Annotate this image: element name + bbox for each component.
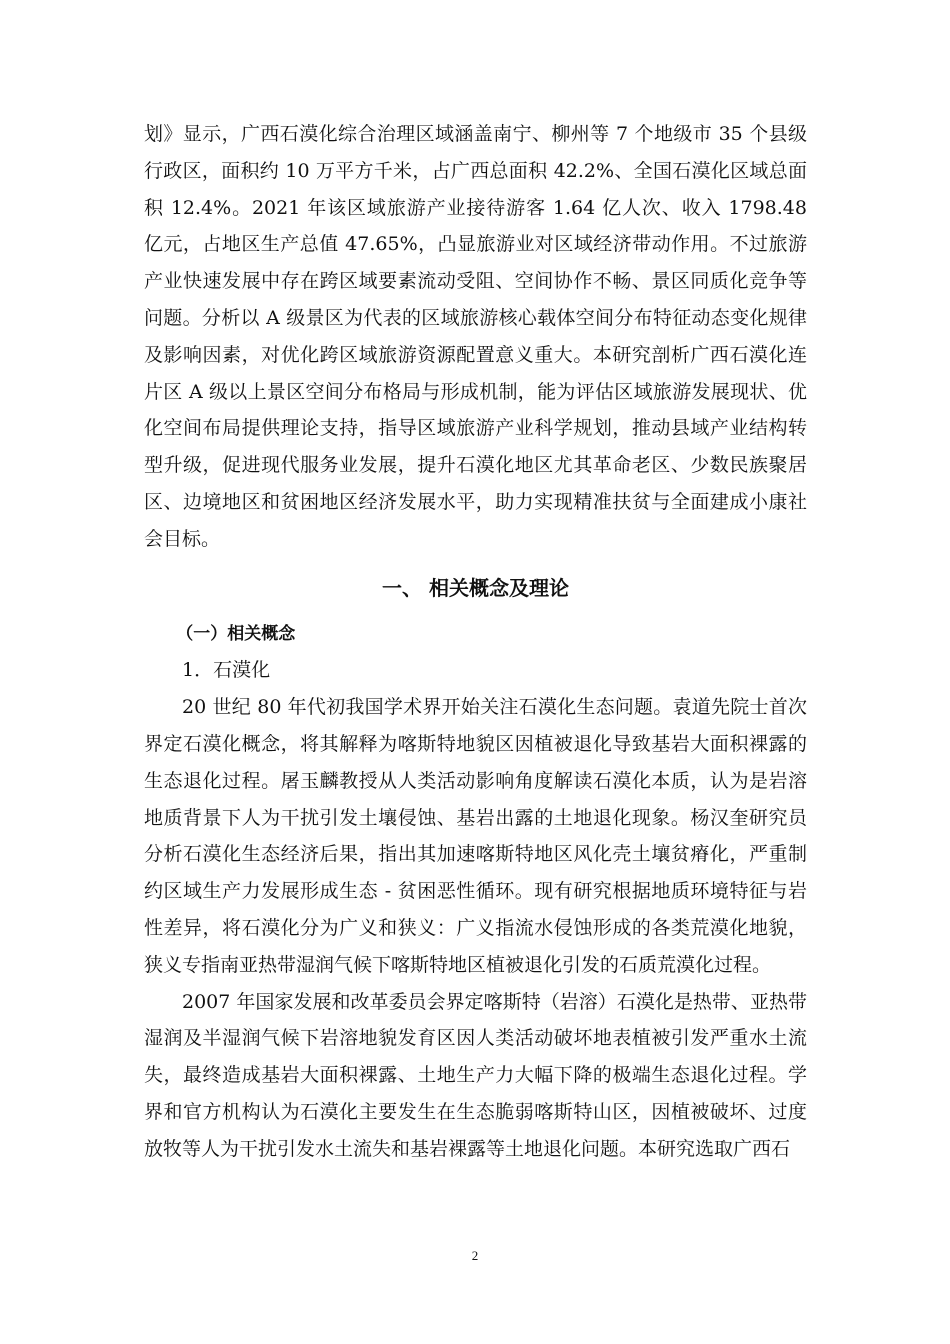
- section-heading: 一、 相关概念及理论: [382, 575, 569, 600]
- subsection-heading: （一）相关概念: [176, 623, 296, 644]
- intro-paragraph: 划》显示，广西石漠化综合治理区域涵盖南宁、柳州等 7 个地级市 35 个县级行政区，面积约 10 万平方千米，占广西总面积 42.2%、全国石漠化区域总面积 12.4%。2021 年该区域旅游产业接待游客 1.64 亿人次、收入 1798.48 亿元，占地区生产总值 47.65%，凸显旅游业对区域经济带动作用。不过旅游产业快速发展中存在跨区域要素流动受阻、空间协作不畅、景区同质化竞争等问题。分析以 A 级景区为代表的区域旅游核心载体空间分布特征动态变化规律及影响因素，对优化跨区域旅游资源配置意义重大。本研究剖析广西石漠化连片区 A 级以上景区空间分布格局与形成机制，能为评估区域旅游发展现状、优化空间布局提供理论支持，指导区域旅游产业科学规划，推动县域产业结构转型升级，促进现代服务业发展，提升石漠化地区尤其革命老区、少数民族聚居区、边境地区和贫困地区经济发展水平，助力实现精准扶贫与全面建成小康社会目标。: [144, 123, 807, 550]
- document-body: [144, 116, 807, 1168]
- page-number: 2: [471, 1248, 479, 1263]
- item-heading: 1．石漠化: [182, 659, 271, 682]
- body-paragraph-1: 20 世纪 80 年代初我国学术界开始关注石漠化生态问题。袁道先院士首次界定石漠化概念，将其解释为喀斯特地貌区因植被退化导致基岩大面积裸露的生态退化过程。屠玉麟教授从人类活动影响角度解读石漠化本质，认为是岩溶地质背景下人为干扰引发土壤侵蚀、基岩出露的土地退化现象。杨汉奎研究员分析石漠化生态经济后果，指出其加速喀斯特地区风化壳土壤贫瘠化，严重制约区域生产力发展形成生态 - 贫困恶性循环。现有研究根据地质环境特征与岩性差异，将石漠化分为广义和狭义：广义指流水侵蚀形成的各类荒漠化地貌，狭义专指南亚热带湿润气候下喀斯特地区植被退化引发的石质荒漠化过程。: [144, 696, 807, 976]
- body-paragraph-2: 2007 年国家发展和改革委员会界定喀斯特（岩溶）石漠化是热带、亚热带湿润及半湿润气候下岩溶地貌发育区因人类活动破坏地表植被引发严重水土流失，最终造成基岩大面积裸露、土地生产力大幅下降的极端生态退化过程。学界和官方机构认为石漠化主要发生在生态脆弱喀斯特山区，因植被破坏、过度放牧等人为干扰引发水土流失和基岩裸露等土地退化问题。本研究选取广西石: [144, 990, 807, 1160]
